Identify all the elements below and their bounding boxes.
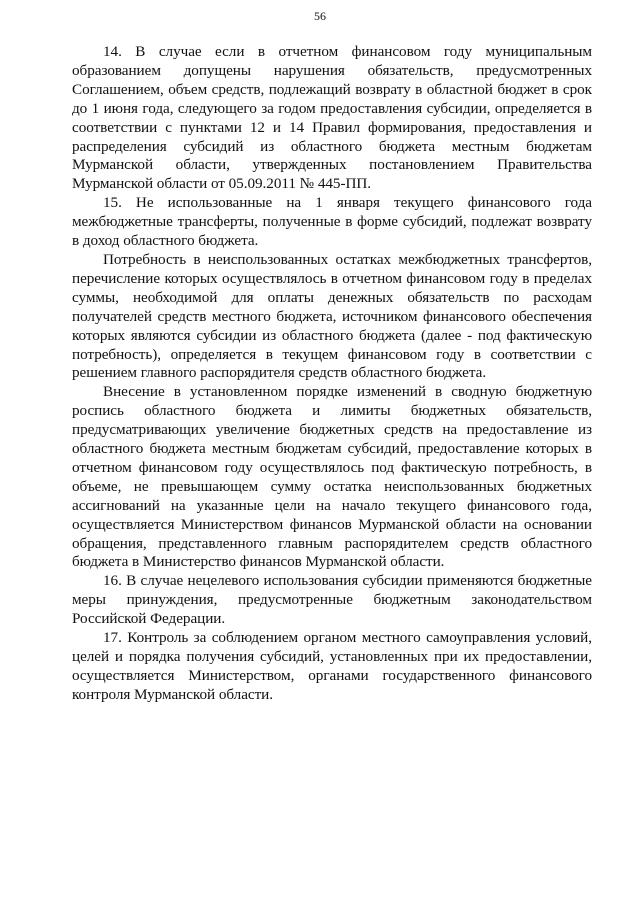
paragraph-budget-changes: Внесение в установленном порядке изменений в сводную бюджетную роспись областного бюджета и лимиты бюджетных обязательств, предусматривающих увеличение бюджетных средств на предоставление из областного бюджета местным бюджетам субсидий, предоставление которых в отчетном финансовом году осуществлялось под фактическую потребность, в объеме, не превышающем сумму остатка неиспользованных бюджетных ассигнований на указанные цели на начало текущего финансового года, осуществляется Министерством финансов Мурманской области на основании обращения, представленного главным распорядителем средств областного бюджета в Министерство финансов Мурманской области. [72, 383, 592, 571]
paragraph-14-refund-volume: 14. В случае если в отчетном финансовом году муниципальным образованием допущены нарушения обязательств, предусмотренных Соглашением, объем средств, подлежащий возврату в областной бюджет в срок до 1 июня года, следующего за годом предоставления субсидии, определяется в соответствии с пунктами 12 и 14 Правил формирования, предоставления и распределения субсидий из областного бюджета местным бюджетам Мурманской области, утвержденных постановлением Правительства Мурманской области от 05.09.2011 № 445-ПП. [72, 43, 592, 193]
paragraph-actual-need: Потребность в неиспользованных остатках межбюджетных трансфертов, перечисление которых осуществлялось в отчетном финансовом году в пределах суммы, необходимой для оплаты денежных обязательств по расходам получателей средств местного бюджета, источником финансового обеспечения которых являются субсидии из областного бюджета (далее - под фактическую потребность), определяется в текущем финансовом году в соответствии с решением главного распорядителя средств областного бюджета. [72, 250, 592, 382]
paragraph-16-misuse-measures: 16. В случае нецелевого использования субсидии применяются бюджетные меры принуждения, предусмотренные бюджетным законодательством Российской Федерации. [72, 572, 592, 628]
paragraph-17-control: 17. Контроль за соблюдением органом местного самоуправления условий, целей и порядка получения субсидий, установленных при их предоставлении, осуществляется Министерством, органами государственного финансового контроля Мурманской области. [72, 629, 592, 703]
document-body [72, 43, 592, 705]
paragraph-15-unused-transfers: 15. Не использованные на 1 января текущего финансового года межбюджетные трансферты, полученные в форме субсидий, подлежат возврату в доход областного бюджета. [72, 194, 592, 250]
page-number: 56 [314, 9, 326, 23]
